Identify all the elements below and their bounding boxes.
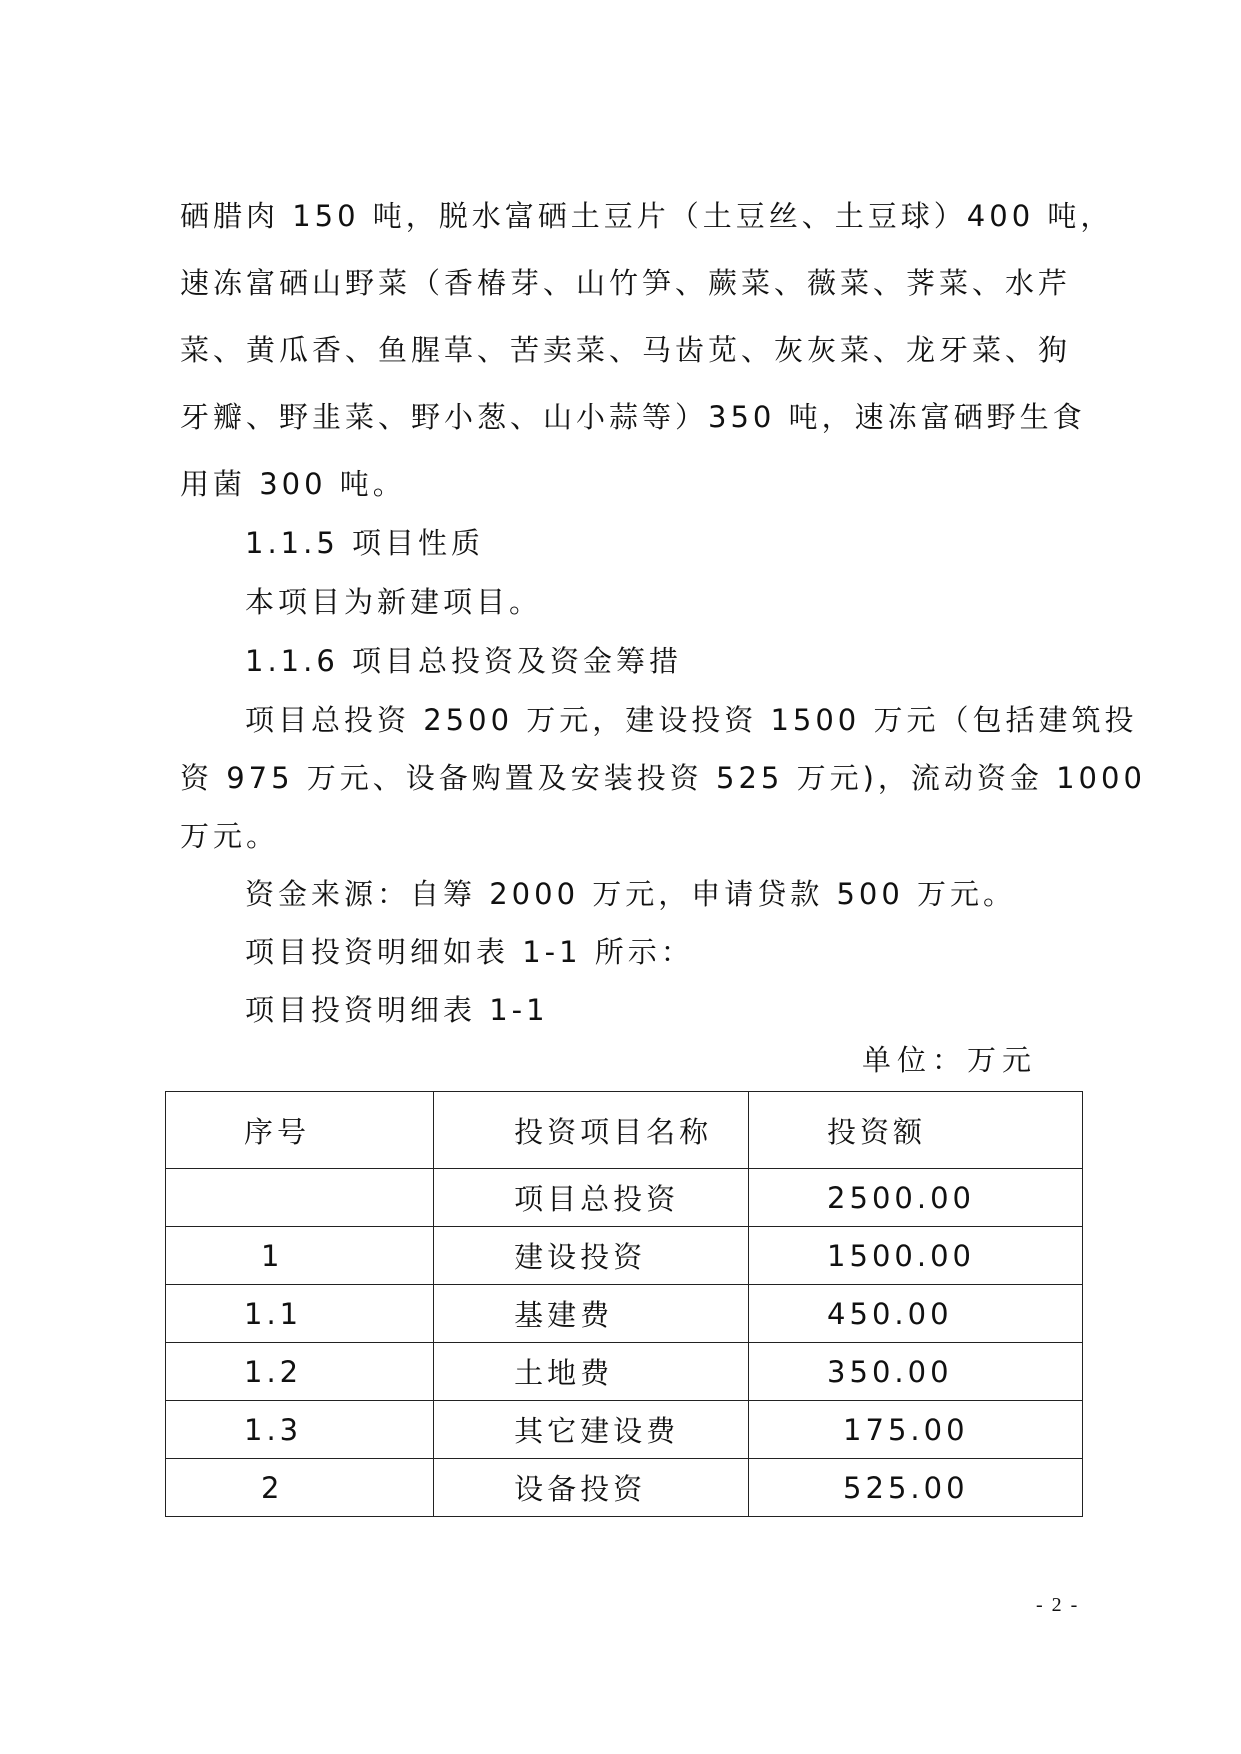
paragraph-line: 牙瓣、野韭菜、野小葱、山小蒜等）350 吨，速冻富硒野生食 — [180, 400, 1086, 434]
paragraph-line: 用菌 300 吨。 — [180, 467, 406, 501]
table-row — [166, 1227, 1083, 1285]
table-row — [166, 1285, 1083, 1343]
cell-amount: 2500.00 — [749, 1169, 1083, 1227]
cell-no: 1.1 — [166, 1285, 434, 1343]
page-number: - 2 - — [1036, 1594, 1080, 1616]
paragraph-line: 万元。 — [180, 819, 280, 853]
header-name: 投资项目名称 — [434, 1092, 749, 1169]
cell-name: 其它建设费 — [434, 1401, 749, 1459]
header-no: 序号 — [166, 1092, 434, 1169]
cell-name: 项目总投资 — [434, 1169, 749, 1227]
cell-no: 1.2 — [166, 1343, 434, 1401]
paragraph-line: 速冻富硒山野菜（香椿芽、山竹笋、蕨菜、薇菜、荠菜、水芹 — [180, 266, 1072, 300]
table-caption: 项目投资明细表 1-1 — [245, 993, 549, 1027]
cell-name: 设备投资 — [434, 1459, 749, 1517]
investment-table — [165, 1091, 1083, 1517]
paragraph-line: 硒腊肉 150 吨，脱水富硒土豆片（土豆丝、土豆球）400 吨， — [180, 199, 1114, 233]
table-row — [166, 1401, 1083, 1459]
cell-amount: 175.00 — [749, 1401, 1083, 1459]
section-heading: 1.1.6 项目总投资及资金筹措 — [245, 644, 683, 678]
table-header-row — [166, 1092, 1083, 1169]
cell-name: 基建费 — [434, 1285, 749, 1343]
paragraph-line: 项目投资明细如表 1-1 所示： — [245, 935, 694, 969]
unit-label: 单位：万元 — [862, 1043, 1038, 1077]
paragraph-line: 资金来源：自筹 2000 万元，申请贷款 500 万元。 — [245, 877, 1017, 911]
table-row — [166, 1343, 1083, 1401]
paragraph-line: 菜、黄瓜香、鱼腥草、苦卖菜、马齿苋、灰灰菜、龙牙菜、狗 — [180, 333, 1072, 367]
cell-name: 土地费 — [434, 1343, 749, 1401]
cell-amount: 1500.00 — [749, 1227, 1083, 1285]
paragraph-line: 项目总投资 2500 万元，建设投资 1500 万元（包括建筑投 — [245, 703, 1138, 737]
cell-no: 1.3 — [166, 1401, 434, 1459]
table-row — [166, 1169, 1083, 1227]
paragraph-line: 本项目为新建项目。 — [245, 585, 543, 619]
table-row — [166, 1459, 1083, 1517]
cell-no: 2 — [166, 1459, 434, 1517]
cell-name: 建设投资 — [434, 1227, 749, 1285]
cell-no — [166, 1169, 434, 1227]
section-heading: 1.1.5 项目性质 — [245, 526, 485, 560]
cell-amount: 350.00 — [749, 1343, 1083, 1401]
cell-amount: 525.00 — [749, 1459, 1083, 1517]
header-amount: 投资额 — [749, 1092, 1083, 1169]
cell-no: 1 — [166, 1227, 434, 1285]
paragraph-line: 资 975 万元、设备购置及安装投资 525 万元)，流动资金 1000 — [180, 761, 1146, 795]
cell-amount: 450.00 — [749, 1285, 1083, 1343]
